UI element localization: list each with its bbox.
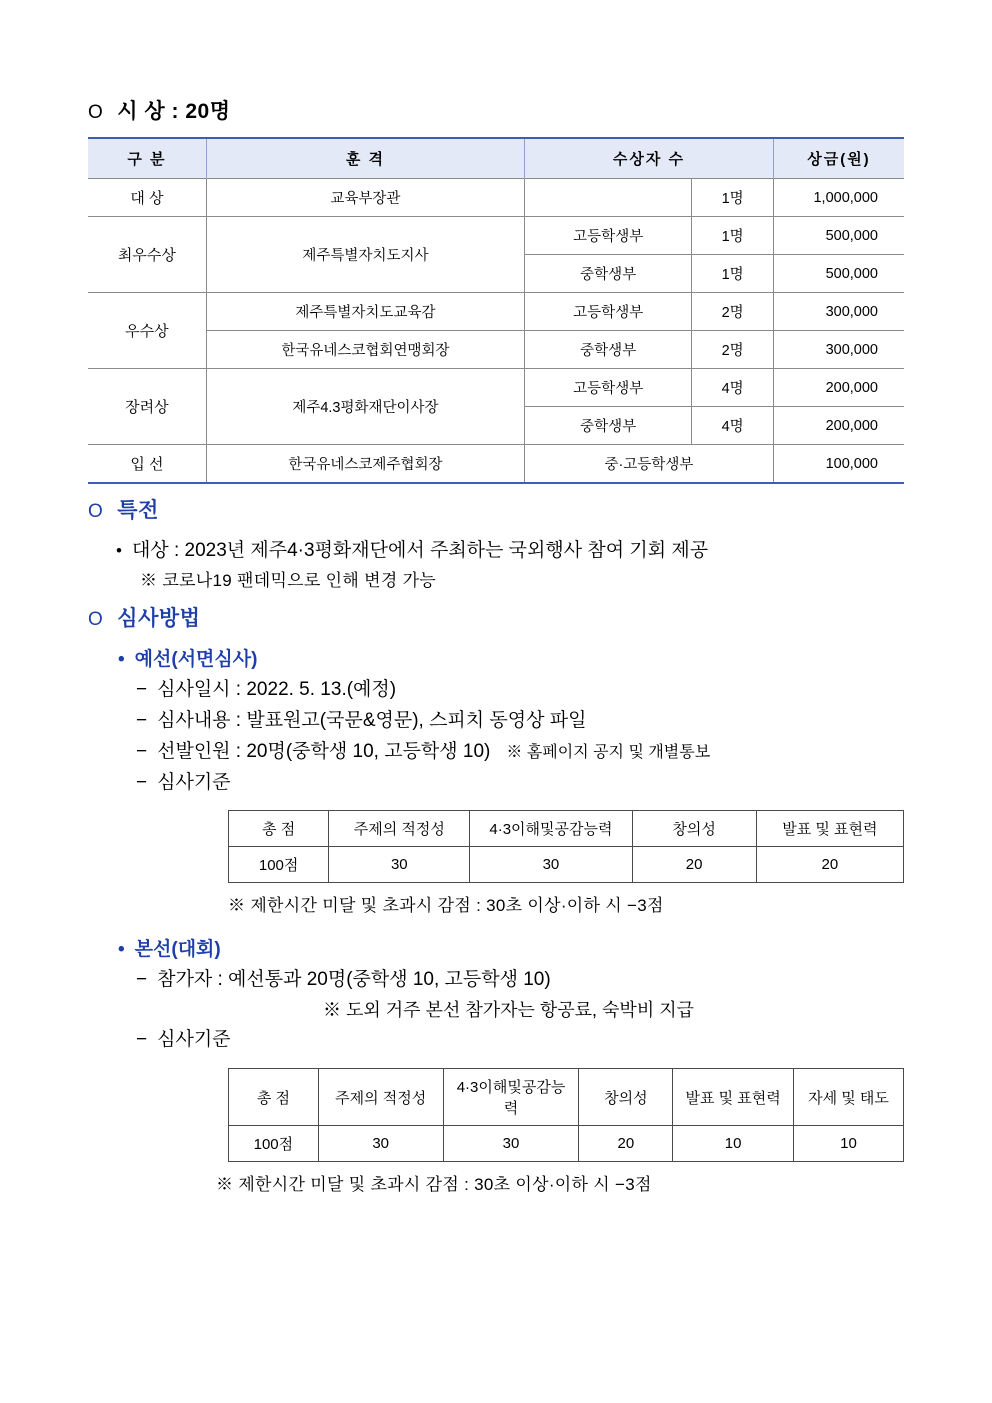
prize-table [88,137,904,484]
prize-cell-count: 1명 [692,217,774,255]
score-value-understanding: 30 [443,1126,579,1162]
prize-cell-award: 한국유네스코제주협회장 [206,445,524,484]
prize-cell-group: 중·고등학생부 [525,445,774,484]
prize-cell-money: 1,000,000 [773,179,904,217]
dash-icon: − [136,710,148,732]
prize-cell-group [525,179,692,217]
table-row [88,369,904,407]
prize-cell-category: 최우수상 [88,217,206,293]
preliminary-item-3-text: 선발인원 : 20명(중학생 10, 고등학생 10) [157,740,491,762]
final-item-2-text: 심사기준 [157,1029,231,1051]
score-col-topic: 주제의 적정성 [329,811,470,847]
prize-cell-award: 제주특별자치도교육감 [206,293,524,331]
score-value-total: 100점 [229,1126,319,1162]
section-marker-icon: O [88,609,104,631]
prize-cell-money: 300,000 [773,293,904,331]
prize-cell-category: 입 선 [88,445,206,484]
dash-icon: − [136,1029,148,1051]
section-title-judging: 심사방법 [117,607,201,631]
final-item-1 [136,965,904,996]
section-marker-icon: O [88,102,104,123]
table-row [88,445,904,484]
score-col-total: 총 점 [229,811,329,847]
prize-cell-category: 장려상 [88,369,206,445]
preliminary-score-note: ※ 제한시간 미달 및 초과시 감점 : 30초 이상·이하 시 −3점 [228,896,664,916]
subsection-preliminary [118,644,904,671]
section-heading-prize [88,95,904,125]
prize-cell-category: 우수상 [88,293,206,369]
score-col-attitude: 자세 및 태도 [794,1069,904,1126]
score-col-topic: 주제의 적정성 [318,1069,443,1126]
prize-cell-group: 중학생부 [525,331,692,369]
score-col-expression: 발표 및 표현력 [673,1069,794,1126]
final-item-2 [136,1025,904,1056]
section-title-benefit: 특전 [117,499,159,522]
table-row [88,331,904,369]
prize-cell-award: 교육부장관 [206,179,524,217]
score-value-topic: 30 [329,847,470,883]
score-value-attitude: 10 [794,1126,904,1162]
section-marker-icon: O [88,501,104,522]
section-heading-benefit [88,494,904,524]
table-row [229,1126,904,1162]
prize-cell-count: 2명 [692,331,774,369]
table-row [229,847,904,883]
score-col-creativity: 창의성 [579,1069,673,1126]
prize-cell-award: 제주특별자치도지사 [206,217,524,293]
section-heading-judging [88,602,904,632]
prize-cell-count: 4명 [692,407,774,445]
prize-cell-count: 1명 [692,255,774,293]
score-col-understanding: 4·3이해및공감능력 [443,1069,579,1126]
score-col-total: 총 점 [229,1069,319,1126]
score-value-topic: 30 [318,1126,443,1162]
table-row [229,1069,904,1126]
prize-cell-group: 중학생부 [525,407,692,445]
preliminary-score-table-wrap [228,810,904,883]
preliminary-item-1 [136,675,904,706]
dash-icon: − [136,740,148,762]
prize-col-count: 수상자 수 [525,138,774,179]
table-row [229,811,904,847]
bullet-dot-icon: • [118,649,125,671]
preliminary-item-2 [136,706,904,737]
preliminary-score-table [228,810,904,883]
final-sub-note: ※ 도외 거주 본선 참가자는 항공료, 숙박비 지급 [323,1000,694,1021]
prize-cell-money: 200,000 [773,369,904,407]
table-row [88,217,904,255]
section-title-prize: 시 상 : 20명 [117,100,231,123]
benefit-text-1: 대상 : 2023년 제주4·3평화재단에서 주최하는 국외행사 참여 기회 제공 [131,540,709,561]
preliminary-item-3 [136,737,904,768]
dash-icon: − [136,771,148,793]
prize-cell-count: 4명 [692,369,774,407]
preliminary-item-4 [136,768,904,799]
prize-cell-count: 2명 [692,293,774,331]
prize-cell-award: 한국유네스코협회연맹회장 [206,331,524,369]
benefit-note: ※ 코로나19 팬데믹으로 인해 변경 가능 [140,570,437,590]
prize-cell-money: 500,000 [773,255,904,293]
prize-cell-group: 고등학생부 [525,293,692,331]
prize-col-category: 구 분 [88,138,206,179]
prize-col-award: 훈 격 [206,138,524,179]
prize-cell-award: 제주4.3평화재단이사장 [206,369,524,445]
preliminary-item-2-text: 심사내용 : 발표원고(국문&영문), 스피치 동영상 파일 [157,710,587,732]
score-col-understanding: 4·3이해및공감능력 [470,811,632,847]
score-col-expression: 발표 및 표현력 [756,811,903,847]
prize-cell-money: 300,000 [773,331,904,369]
prize-cell-group: 고등학생부 [525,217,692,255]
prize-cell-group: 고등학생부 [525,369,692,407]
score-value-expression: 20 [756,847,903,883]
final-item-1-text: 참가자 : 예선통과 20명(중학생 10, 고등학생 10) [157,969,551,991]
subsection-title-preliminary: 예선(서면심사) [134,649,258,671]
preliminary-item-1-text: 심사일시 : 2022. 5. 13.(예정) [157,679,397,701]
table-row [88,179,904,217]
prize-cell-money: 100,000 [773,445,904,484]
prize-col-money: 상금(원) [773,138,904,179]
prize-cell-money: 200,000 [773,407,904,445]
prize-cell-money: 500,000 [773,217,904,255]
score-col-creativity: 창의성 [632,811,756,847]
preliminary-item-3-note: ※ 홈페이지 공지 및 개별통보 [506,743,711,761]
bullet-dot-icon: • [118,939,125,961]
score-value-creativity: 20 [579,1126,673,1162]
prize-cell-group: 중학생부 [525,255,692,293]
bullet-dot-icon: • [116,541,122,560]
score-value-total: 100점 [229,847,329,883]
preliminary-item-4-text: 심사기준 [157,771,231,793]
benefit-bullet-1 [116,536,904,567]
prize-cell-category: 대 상 [88,179,206,217]
score-value-expression: 10 [673,1126,794,1162]
score-value-understanding: 30 [470,847,632,883]
prize-table-header-row [88,138,904,179]
prize-cell-count: 1명 [692,179,774,217]
final-score-note: ※ 제한시간 미달 및 초과시 감점 : 30초 이상·이하 시 −3점 [216,1175,652,1195]
dash-icon: − [136,679,148,701]
score-value-creativity: 20 [632,847,756,883]
final-score-table [228,1068,904,1162]
final-score-table-wrap [228,1068,904,1162]
subsection-title-final: 본선(대회) [134,939,221,961]
table-row [88,293,904,331]
subsection-final [118,934,904,961]
dash-icon: − [136,969,148,991]
